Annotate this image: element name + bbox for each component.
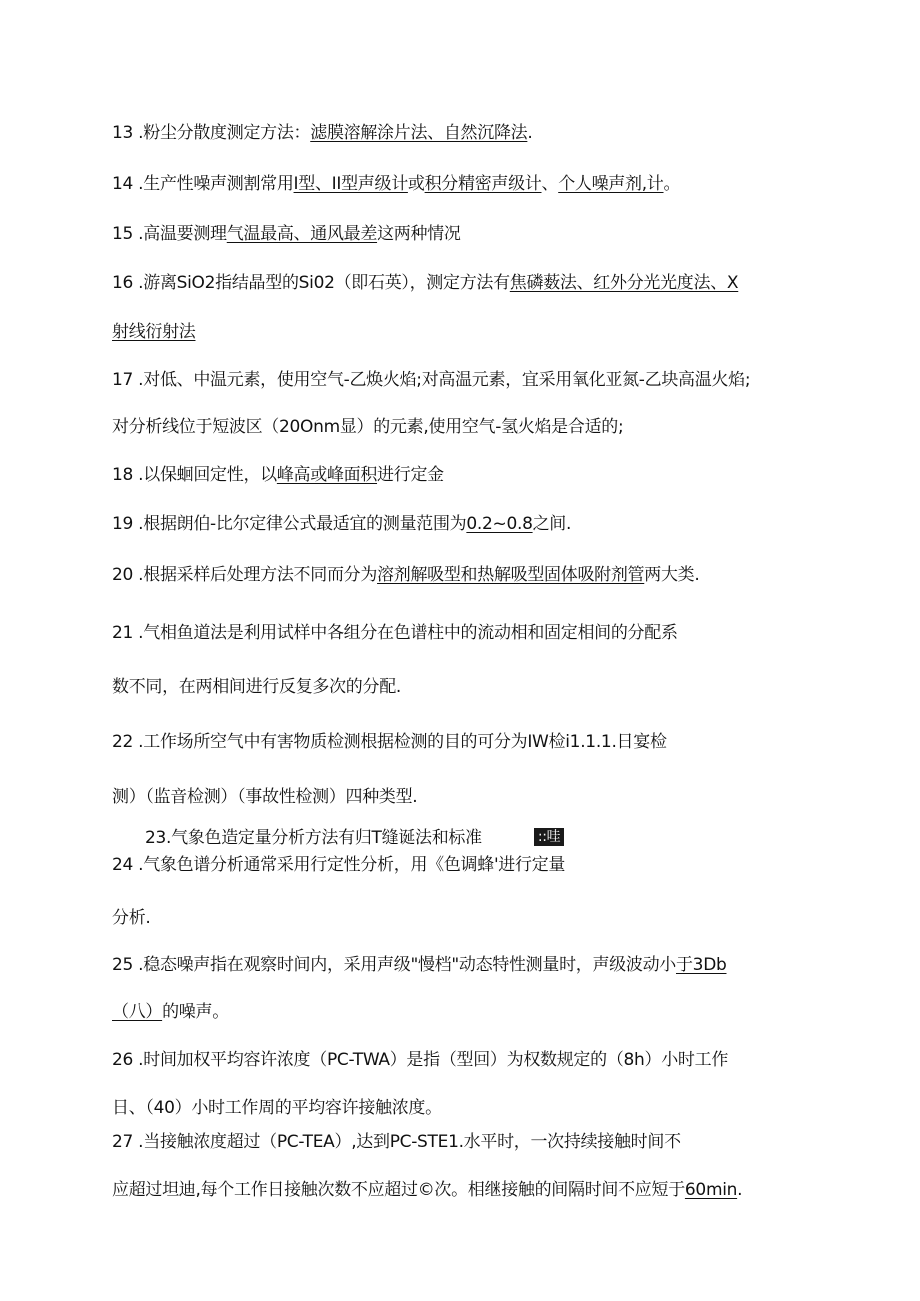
item-22 (112, 730, 667, 754)
answer-underlined: 焦磷薮法、红外分光光度法、X (509, 273, 739, 293)
dark-mark-badge: ::哇 (534, 828, 565, 846)
answer-underlined: 积分精密声级计 (424, 174, 542, 194)
item-18 (112, 463, 444, 487)
text: 应超过坦迪,每个工作日接触次数不应超过©次。相继接触的间隔时间不应短于 (112, 1180, 685, 1200)
text: 15 .高温要测理 (112, 224, 227, 244)
item-15 (112, 222, 461, 246)
item-26 (112, 1048, 728, 1072)
item-21-cont (112, 675, 401, 699)
text: 22 .工作场所空气中有害物质检测根据检测的目的可分为IW检i1.1.1.日宴检 (112, 732, 667, 752)
text: 26 .时间加权平均容许浓度（PC-TWA）是指（型回）为权数规定的（8h）小时工作 (112, 1050, 729, 1070)
text: 23.气象色造定量分析方法有归T缝诞法和标准 (145, 828, 482, 848)
item-17 (112, 368, 750, 392)
item-17-cont (112, 415, 623, 439)
text: 27 .当接触浓度超过（PC-TEA）,达到PC-STE1.水平时，一次持续接触时间不 (112, 1132, 681, 1152)
item-25-cont (112, 1000, 229, 1024)
text: 进行定金 (377, 465, 444, 485)
text: 24 .气象色谱分析通常采用行定性分析，用《色调蜂'进行定量 (112, 855, 566, 875)
text: 18 .以保蛔回定性，以 (112, 465, 277, 485)
item-22-cont (112, 785, 417, 809)
text: 19 .根据朗伯-比尔定律公式最适宜的测量范围为 (112, 514, 467, 534)
item-13 (112, 121, 532, 145)
answer-underlined: （八） (112, 1002, 163, 1022)
answer-underlined: 于3Db (675, 955, 727, 975)
answer-underlined: 0.2~0.8 (466, 514, 533, 534)
text: 、 (541, 174, 559, 194)
item-20 (112, 563, 699, 587)
answer-underlined: 滤膜溶解涂片法、自然沉降法 (310, 123, 528, 143)
text: 25 .稳态噪声指在观察时间内，采用声级"慢档"动态特性测量时，声级波动小 (112, 955, 676, 975)
item-19 (112, 512, 571, 536)
text: 或 (407, 174, 425, 194)
item-27 (112, 1130, 681, 1154)
text: 14 .生产性噪声测割常用 (112, 174, 294, 194)
answer-underlined: 射线衍射法 (112, 322, 196, 342)
item-21 (112, 621, 678, 645)
text: 17 .对低、中温元素，使用空气-乙焕火焰;对高温元素，宜采用氧化亚氮-乙块高温火焰; (112, 370, 751, 390)
item-24-cont (112, 906, 151, 930)
item-14 (112, 172, 680, 196)
item-16-cont (112, 320, 196, 344)
item-25 (112, 953, 726, 977)
answer-underlined: 峰高或峰面积 (276, 465, 378, 485)
text: 日、（40）小时工作周的平均容许接触浓度。 (112, 1098, 442, 1118)
text: 测）（监音检测）（事故性检测）四种类型. (112, 787, 418, 807)
text: 21 .气相鱼道法是利用试样中各组分在色谱柱中的流动相和固定相间的分配系 (112, 623, 678, 643)
text: 20 .根据采样后处理方法不同而分为 (112, 565, 378, 585)
text: . (737, 1180, 743, 1200)
text: 16 .游离SiO2指结晶型的Si02（即石英），测定方法有 (112, 273, 510, 293)
text: 之间. (532, 514, 572, 534)
answer-underlined: 气温最高、通风最差 (226, 224, 378, 244)
item-24 (112, 853, 565, 877)
text: 。 (663, 174, 681, 194)
text: . (527, 123, 533, 143)
answer-underlined: 个人噪声剂,计 (558, 174, 664, 194)
text: 分析. (112, 908, 151, 928)
text: 两大类. (644, 565, 700, 585)
answer-underlined: I型、II型声级计 (293, 174, 408, 194)
item-23 (145, 826, 564, 850)
item-26-cont (112, 1096, 442, 1120)
item-16 (112, 271, 738, 295)
text: 的噪声。 (162, 1002, 229, 1022)
text: 这两种情况 (377, 224, 461, 244)
answer-underlined: 60min (684, 1180, 738, 1200)
text: 13 .粉尘分散度测定方法： (112, 123, 311, 143)
text: 对分析线位于短波区（20Onm显）的元素,使用空气-氢火焰是合适的; (112, 417, 624, 437)
text: 数不同，在两相间进行反复多次的分配. (112, 677, 402, 697)
item-27-cont (112, 1178, 742, 1202)
answer-underlined: 溶剂解吸型和热解吸型固体吸附剂管 (377, 565, 645, 585)
